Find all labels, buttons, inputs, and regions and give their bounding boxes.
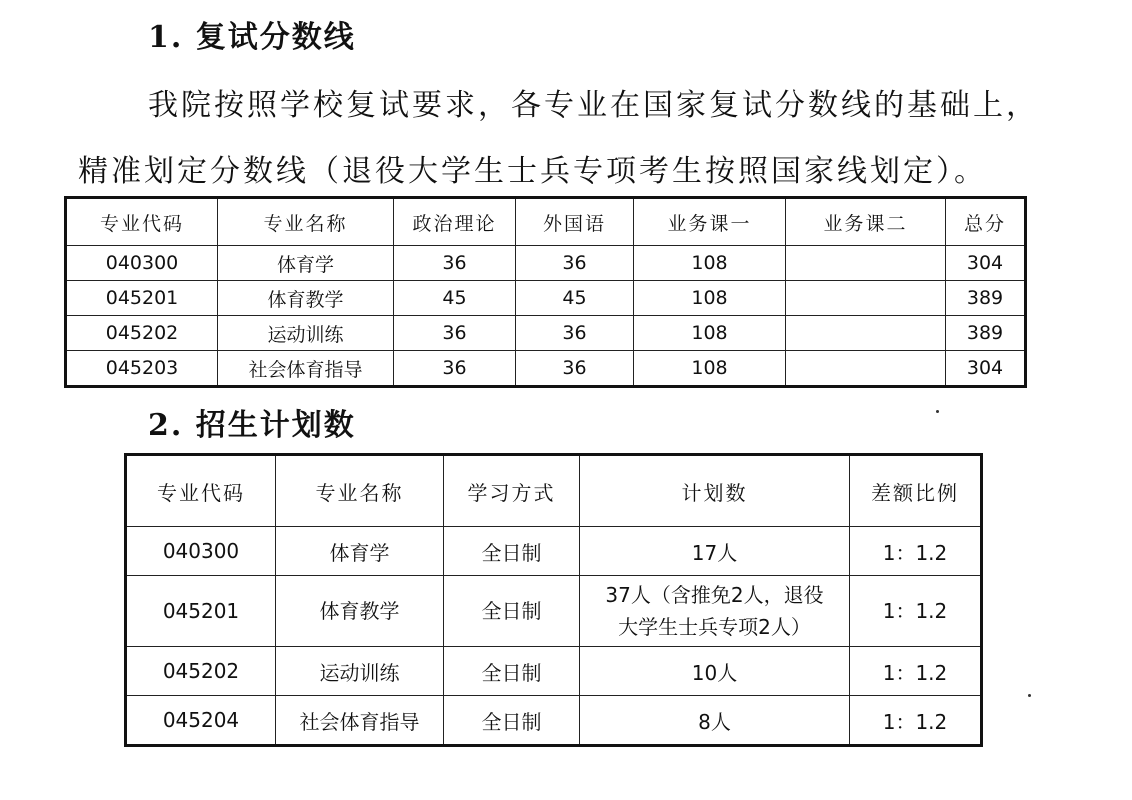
table-header-row — [126, 455, 982, 527]
cell-major-code: 040300 — [126, 527, 276, 576]
plan-count-line1: 37人（含推免2人，退役 — [605, 583, 824, 607]
cell-politics: 36 — [394, 316, 516, 351]
header-subject-one: 业务课一 — [634, 198, 786, 246]
cell-study-mode: 全日制 — [444, 576, 580, 647]
header-ratio: 差额比例 — [850, 455, 982, 527]
cell-major-name: 社会体育指导 — [276, 696, 444, 746]
cell-plan-count: 8人 — [580, 696, 850, 746]
scan-speck — [936, 410, 939, 413]
table-row — [66, 281, 1026, 316]
cell-major-name: 社会体育指导 — [218, 351, 394, 387]
header-plan-count: 计划数 — [580, 455, 850, 527]
cell-subject-two — [786, 281, 946, 316]
cell-subject-one: 108 — [634, 351, 786, 387]
cell-major-name: 运动训练 — [218, 316, 394, 351]
cell-subject-two — [786, 351, 946, 387]
cell-foreign-language: 36 — [516, 246, 634, 281]
header-subject-two: 业务课二 — [786, 198, 946, 246]
table-row — [66, 246, 1026, 281]
header-foreign-language: 外国语 — [516, 198, 634, 246]
scan-speck — [1028, 694, 1031, 697]
cell-total: 389 — [946, 316, 1026, 351]
cell-politics: 45 — [394, 281, 516, 316]
cell-subject-two — [786, 246, 946, 281]
cell-major-name: 体育学 — [218, 246, 394, 281]
section1-paragraph-line2: 精准划定分数线（退役大学生士兵专项考生按照国家线划定）。 — [78, 154, 987, 189]
cell-plan-count: 17人 — [580, 527, 850, 576]
cell-politics: 36 — [394, 351, 516, 387]
header-major-code: 专业代码 — [126, 455, 276, 527]
cell-major-code: 045202 — [66, 316, 218, 351]
cell-major-name: 运动训练 — [276, 647, 444, 696]
section1-title: 1. 复试分数线 — [148, 20, 356, 55]
cell-study-mode: 全日制 — [444, 647, 580, 696]
cutoff-score-table — [64, 196, 1027, 388]
table-header-row — [66, 198, 1026, 246]
table-row — [66, 351, 1026, 387]
cell-major-code: 045203 — [66, 351, 218, 387]
cell-ratio: 1：1.2 — [850, 647, 982, 696]
cell-major-name: 体育教学 — [218, 281, 394, 316]
cell-major-code: 045202 — [126, 647, 276, 696]
cell-major-code: 045201 — [66, 281, 218, 316]
cell-foreign-language: 36 — [516, 316, 634, 351]
cell-foreign-language: 45 — [516, 281, 634, 316]
cell-subject-one: 108 — [634, 281, 786, 316]
cell-total: 304 — [946, 351, 1026, 387]
section2-title: 2. 招生计划数 — [148, 408, 356, 443]
cell-subject-two — [786, 316, 946, 351]
cell-major-name: 体育学 — [276, 527, 444, 576]
header-major-name: 专业名称 — [218, 198, 394, 246]
cell-ratio: 1：1.2 — [850, 576, 982, 647]
table-row — [126, 647, 982, 696]
cell-politics: 36 — [394, 246, 516, 281]
cell-major-code: 045204 — [126, 696, 276, 746]
cell-ratio: 1：1.2 — [850, 696, 982, 746]
cell-major-code: 045201 — [126, 576, 276, 647]
cell-ratio: 1：1.2 — [850, 527, 982, 576]
cell-plan-count: 10人 — [580, 647, 850, 696]
header-total: 总分 — [946, 198, 1026, 246]
header-study-mode: 学习方式 — [444, 455, 580, 527]
header-major-name: 专业名称 — [276, 455, 444, 527]
cell-foreign-language: 36 — [516, 351, 634, 387]
table-row — [126, 696, 982, 746]
cell-total: 304 — [946, 246, 1026, 281]
cell-subject-one: 108 — [634, 316, 786, 351]
table-row — [126, 576, 982, 647]
cell-total: 389 — [946, 281, 1026, 316]
plan-count-line2: 大学生士兵专项2人） — [618, 615, 811, 639]
table-row — [66, 316, 1026, 351]
cell-study-mode: 全日制 — [444, 527, 580, 576]
header-major-code: 专业代码 — [66, 198, 218, 246]
cell-study-mode: 全日制 — [444, 696, 580, 746]
cell-plan-count — [580, 576, 850, 647]
section1-paragraph-line1: 我院按照学校复试要求，各专业在国家复试分数线的基础上， — [148, 88, 1039, 123]
table-row — [126, 527, 982, 576]
cell-major-code: 040300 — [66, 246, 218, 281]
enrollment-plan-table — [124, 453, 983, 747]
cell-major-name: 体育教学 — [276, 576, 444, 647]
header-politics: 政治理论 — [394, 198, 516, 246]
cell-subject-one: 108 — [634, 246, 786, 281]
